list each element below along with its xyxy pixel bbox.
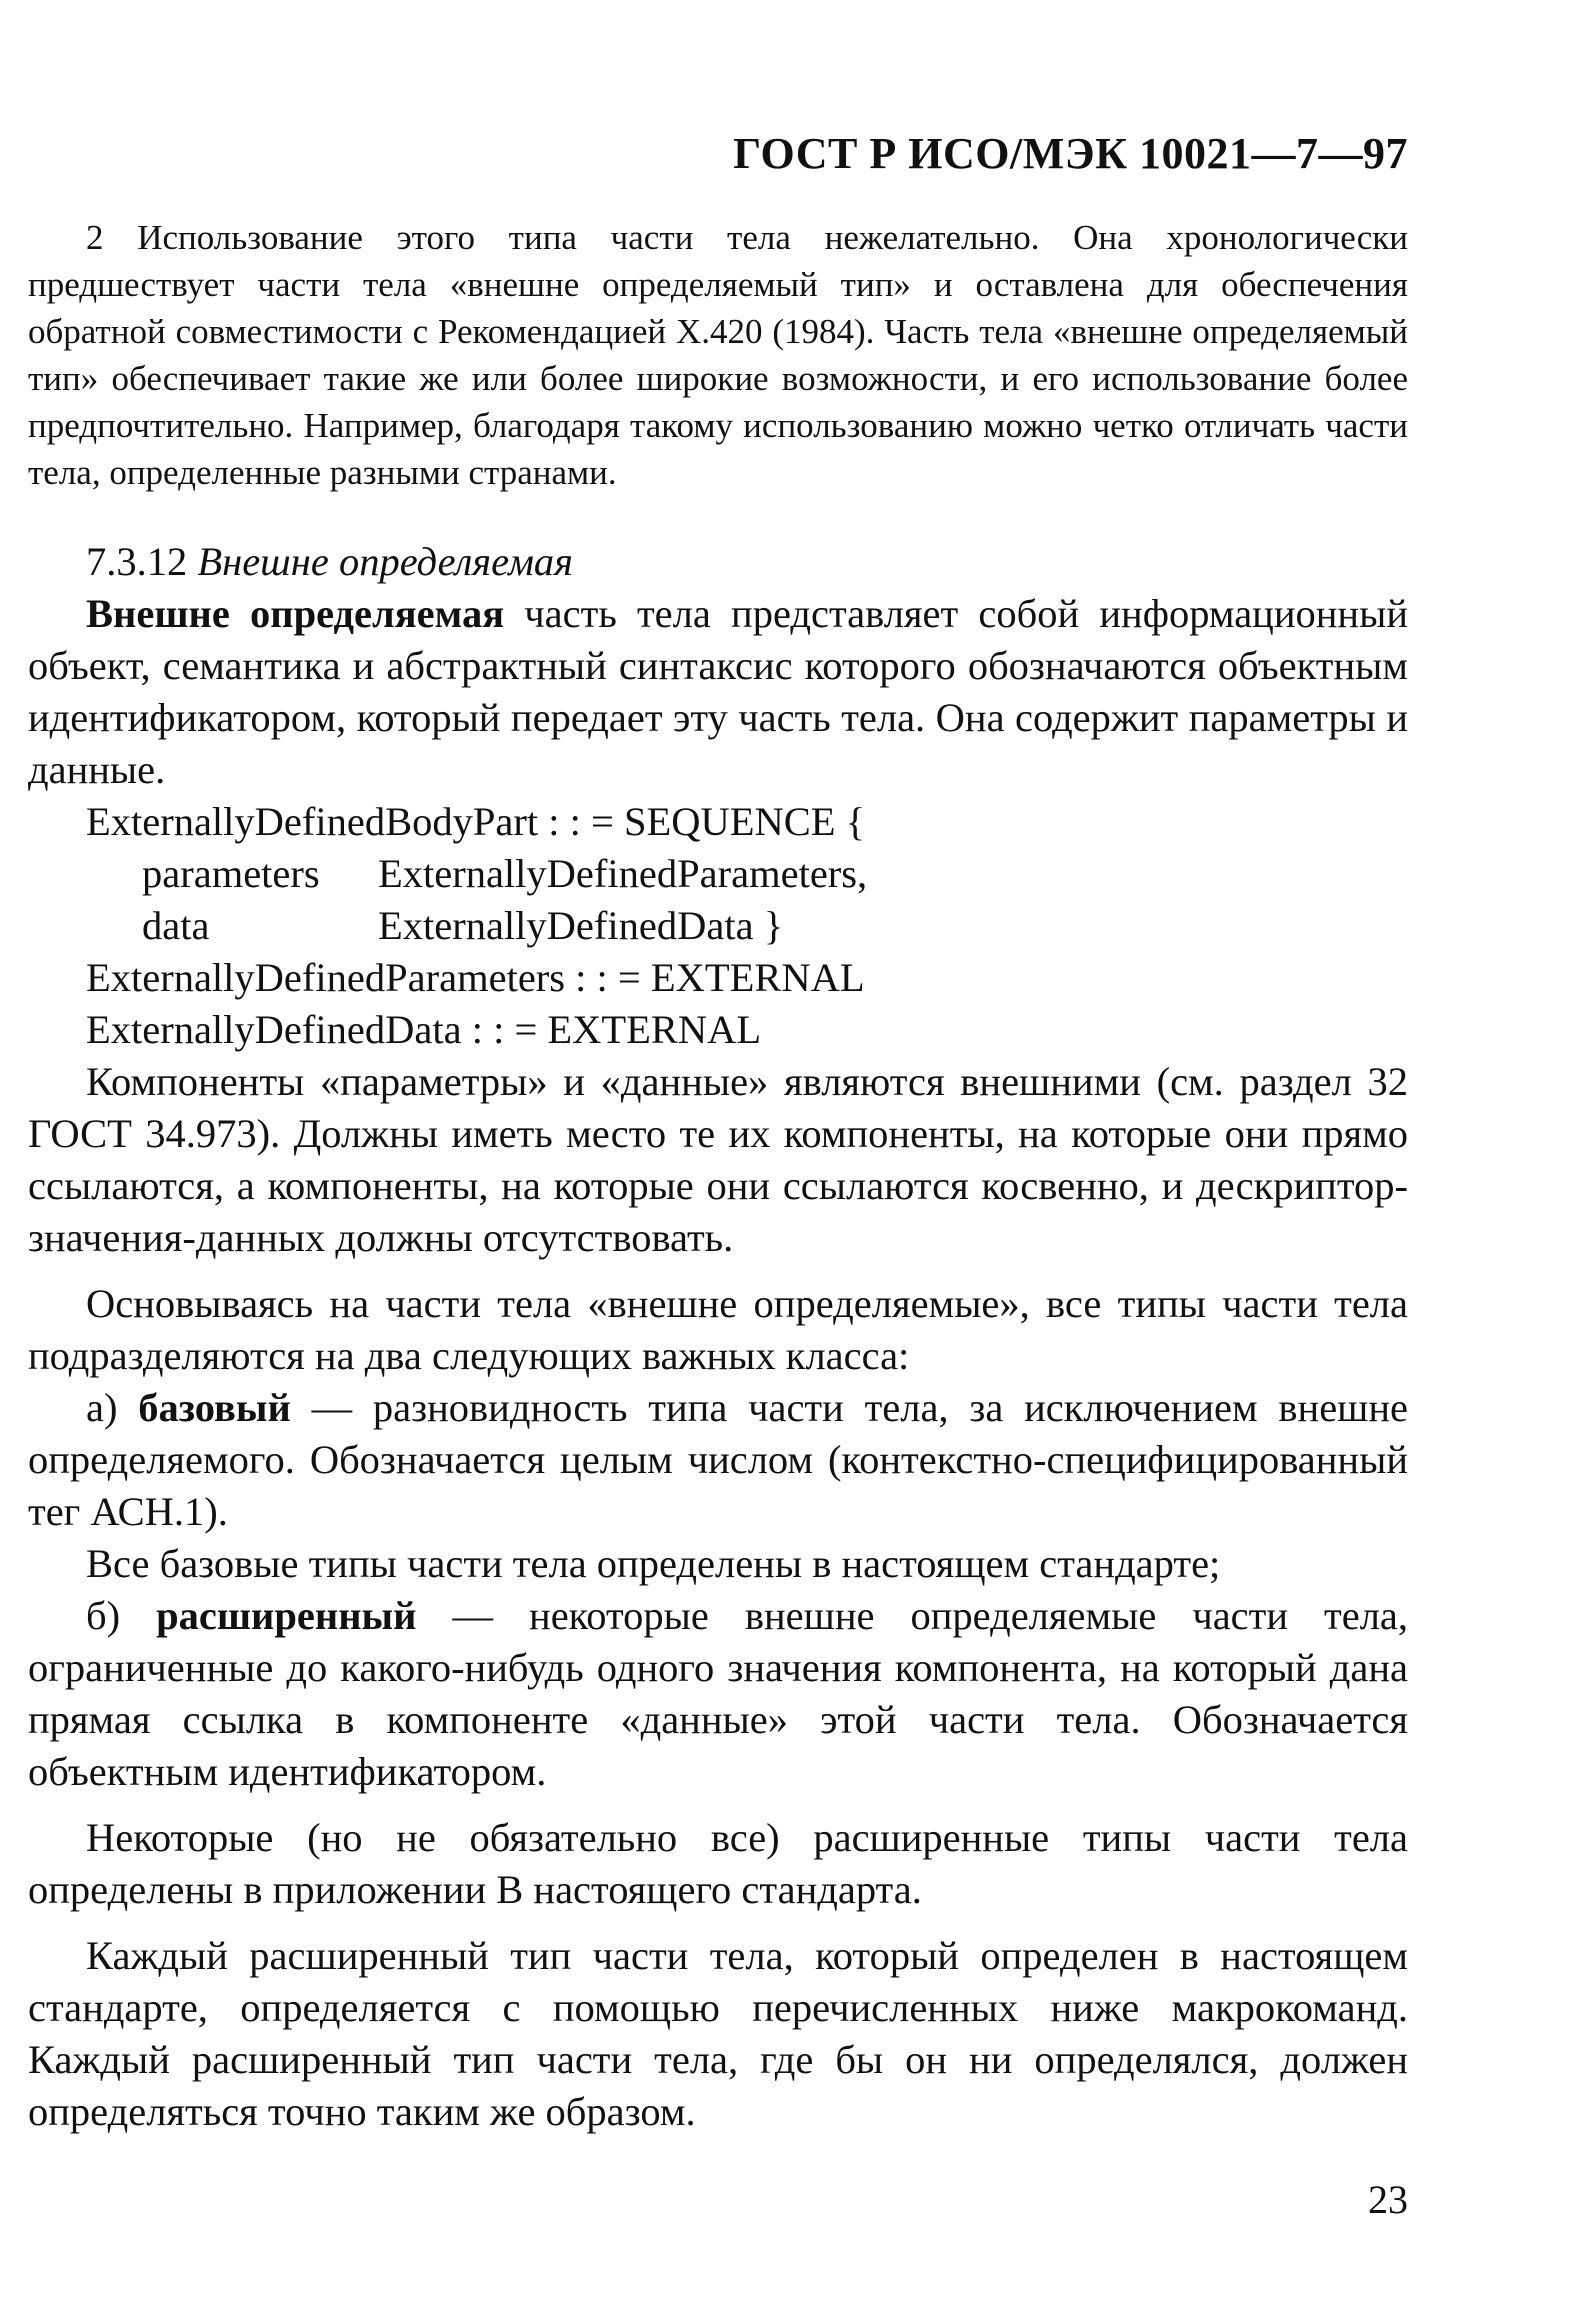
- list-item-basic: [28, 1382, 1408, 1538]
- list-term: расширенный: [156, 1593, 417, 1638]
- note-paragraph: 2 Использование этого типа части тела нежелательно. Она хронологически предшествует части тела «внешне определяемый тип» и оставлена для обеспечения обратной совместимости с Рекомендацией X.420 (1984). Часть тела «внешне определяемый тип» обеспечивает такие же или более широкие возможности, и его использование более предпочтительно. Например, благодаря такому использованию можно четко отличать части тела, определенные разными странами.: [28, 218, 1408, 492]
- list-marker: б): [86, 1593, 121, 1638]
- intro-paragraph: [28, 588, 1408, 796]
- basic-defined-paragraph: Все базовые типы части тела определены в настоящем стандарте;: [86, 1541, 1221, 1586]
- asn1-field-name: data: [142, 903, 210, 948]
- intro-bold-term: Внешне определяемая: [86, 591, 505, 636]
- asn1-field-data: [28, 900, 1408, 952]
- asn1-field-type: ExternallyDefinedData }: [378, 903, 784, 948]
- asn1-line: ExternallyDefinedData : : = EXTERNAL: [86, 1007, 762, 1052]
- list-text: — разновидность типа части тела, за исключением внешне определяемого. Обозначается целым числом (контекстно-специфицированный тег АСН.1).: [28, 1385, 1408, 1534]
- extended-paragraph: Некоторые (но не обязательно все) расширенные типы части тела определены в приложении В настоящего стандарта.: [28, 1815, 1408, 1912]
- macro-paragraph: Каждый расширенный тип части тела, который определен в настоящем стандарте, определяется с помощью перечисленных ниже макрокоманд. Каждый расширенный тип части тела, где бы он ни определялся, должен определяться точно таким же образом.: [28, 1933, 1408, 2134]
- asn1-field-name: parameters: [142, 851, 320, 896]
- asn1-definition: [28, 796, 1408, 1056]
- section-heading: [28, 536, 1408, 588]
- asn1-line: ExternallyDefinedParameters : : = EXTERNAL: [86, 955, 865, 1000]
- list-marker: а): [86, 1385, 118, 1430]
- classes-intro-paragraph: Основываясь на части тела «внешне определяемые», все типы части тела подразделяются на два следующих важных класса:: [28, 1281, 1408, 1378]
- list-text: — некоторые внешне определяемые части тела, ограниченные до какого-нибудь одного значения компонента, на который дана прямая ссылка в компоненте «данные» этой части тела. Обозначается объектным идентификатором.: [28, 1593, 1409, 1794]
- asn1-line: ExternallyDefinedBodyPart : : = SEQUENCE {: [86, 799, 866, 844]
- main-text: [28, 536, 1408, 2138]
- list-term: базовый: [138, 1385, 291, 1430]
- section-number: 7.3.12: [86, 539, 188, 584]
- list-item-extended: [28, 1590, 1408, 1798]
- components-paragraph: Компоненты «параметры» и «данные» являются внешними (см. раздел 32 ГОСТ 34.973). Должны иметь место те их компоненты, на которые они прямо ссылаются, а компоненты, на которые они ссылаются косвенно, и дескриптор-значения-данных должны отсутствовать.: [28, 1059, 1408, 1260]
- intro-text: часть тела представляет собой информационный объект, семантика и абстрактный синтаксис которого обозначаются объектным идентификатором, который передает эту часть тела. Она содержит параметры и данные.: [28, 591, 1408, 792]
- standard-header: ГОСТ Р ИСО/МЭК 10021—7—97: [733, 129, 1408, 178]
- section-title: Внешне определяемая: [197, 539, 573, 584]
- asn1-field-type: ExternallyDefinedParameters,: [378, 851, 868, 896]
- asn1-field-parameters: [28, 848, 1408, 900]
- page-number: 23: [1368, 2177, 1408, 2222]
